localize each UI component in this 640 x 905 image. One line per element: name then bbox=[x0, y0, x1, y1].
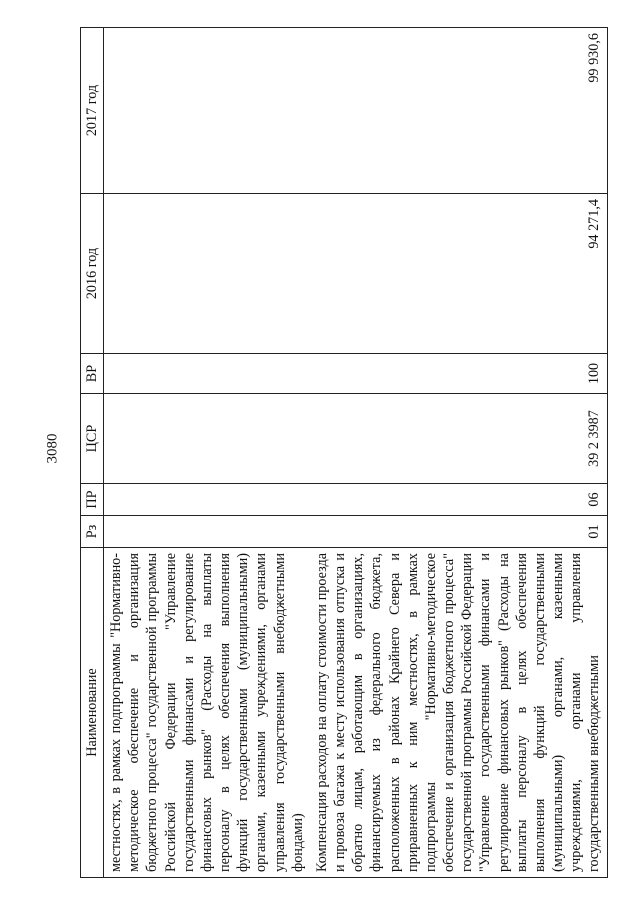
header-2017: 2017 год bbox=[81, 28, 104, 194]
budget-table bbox=[80, 27, 608, 878]
table-row bbox=[104, 28, 310, 878]
header-csr: ЦСР bbox=[81, 394, 104, 484]
row-csr: 39 2 3987 bbox=[310, 394, 607, 484]
row-rz: 01 bbox=[310, 516, 607, 548]
header-name: Наименование bbox=[81, 548, 104, 878]
document-sheet bbox=[80, 28, 612, 878]
row-csr bbox=[104, 394, 310, 484]
row-pr bbox=[104, 484, 310, 516]
row-name: местностях, в рамках подпрограммы "Нормативно-методическое обеспечение и организация бюджетного процесса" государственной программы Российской Федерации "Управление государственными финансами и регулирование финансовых рынков" (Расходы на выплаты персоналу в целях обеспечения выполнения функций государственными (муниципальными) органами, казенными учреждениями, органами управления государственными внебюджетными фондами) bbox=[104, 548, 310, 878]
table-header-row bbox=[81, 28, 104, 878]
row-2017 bbox=[104, 28, 310, 194]
row-2017: 99 930,6 bbox=[310, 28, 607, 194]
header-pr: ПР bbox=[81, 484, 104, 516]
table-row bbox=[310, 28, 607, 878]
header-vr: ВР bbox=[81, 354, 104, 394]
row-vr bbox=[104, 354, 310, 394]
header-2016: 2016 год bbox=[81, 194, 104, 354]
row-pr: 06 bbox=[310, 484, 607, 516]
row-2016: 94 271,4 bbox=[310, 194, 607, 354]
row-rz bbox=[104, 516, 310, 548]
row-name: Компенсация расходов на оплату стоимости проезда и провоза багажа к месту использования отпуска и обратно лицам, работающим в организациях, финансируемых из федерального бюджета, расположенных в районах Крайнего Севера и приравненных к ним местностях, в рамках подпрограммы "Нормативно-методическое обеспечение и организация бюджетного процесса" государственной программы Российской Федерации "Управление государственными финансами и регулирование финансовых рынков" (Расходы на выплаты персоналу в целях обеспечения выполнения функций государственными (муниципальными) органами, казенными учреждениями, органами управления государственными внебюджетными bbox=[310, 548, 607, 878]
row-2016 bbox=[104, 194, 310, 354]
page-number: 3080 bbox=[44, 433, 61, 464]
row-vr: 100 bbox=[310, 354, 607, 394]
header-rz: Рз bbox=[81, 516, 104, 548]
